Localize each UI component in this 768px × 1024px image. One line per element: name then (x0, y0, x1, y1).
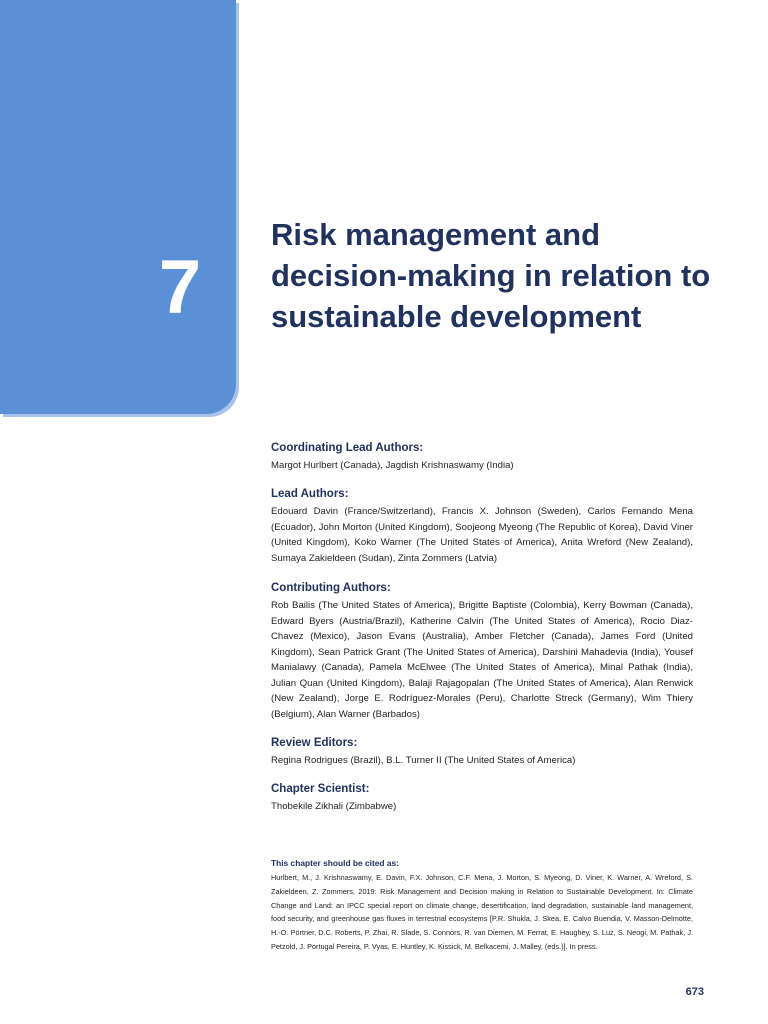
chapter-scientist-heading: Chapter Scientist: (271, 783, 370, 795)
chapter-tab (0, 0, 236, 414)
citation-text: Hurlbert, M., J. Krishnaswamy, E. Davin, F.X. Johnson, C.F. Mena, J. Morton, S. Myeong, D. Viner, K. Warner, A. Wreford, S. Zakieldeen, Z. Zommers, 2019: Risk Management and Decision making in Relation to Sustainable Development. In: Climate Change and Land: an IPCC special report on climate change, desertification, land degradation, sustainable land management, food security, and greenhouse gas fluxes in terrestrial ecosystems [P.R. Shukla, J. Skea, E. Calvo Buendia, V. Masson-Delmotte, H.-O. Pörtner, D.C. Roberts, P. Zhai, R. Slade, S. Connors, R. van Diemen, M. Ferrat, E. Haughey, S. Luz, S. Neogi, M. Pathak, J. Petzold, J. Portugal Pereira, P. Vyas, E. Huntley, K. Kissick, M. Belkacemi, J. Malley, (eds.)]. In press. (271, 873, 693, 951)
coordinating-lead-authors-heading: Coordinating Lead Authors: (271, 442, 424, 454)
review-editors-heading: Review Editors: (271, 737, 358, 749)
contributing-authors-list: Rob Bailis (The United States of America), Brigitte Baptiste (Colombia), Kerry Bowman (Canada), Edward Byers (Austria/Brazil), Katherine Calvin (The United States of America), Rocio Diaz-Chavez (Mexico), Jason Evans (Australia), Amber Fletcher (Canada), James Ford (United Kingdom), Sean Patrick Grant (The United States of America), Darshini Mahadevia (India), Yousef Manialawy (Canada), Pamela McElwee (The United States of America), Minal Pathak (India), Julian Quan (United Kingdom), Balaji Rajagopalan (The United States of America), Alan Renwick (New Zealand), Jorge E. Rodríguez-Morales (Peru), Charlotte Streck (Germany), Wim Thiery (Belgium), Alan Warner (Barbados) (271, 600, 693, 720)
citation-block (271, 857, 693, 954)
review-editors-section (271, 736, 693, 769)
lead-authors-list: Edouard Davin (France/Switzerland), Francis X. Johnson (Sweden), Carlos Fernando Mena (Ecuador), John Morton (United Kingdom), Soojeong Myeong (The Republic of Korea), David Viner (United Kingdom), Koko Warner (The United States of America), Anita Wreford (New Zealand), Sumaya Zakieldeen (Sudan), Zinta Zommers (Latvia) (271, 506, 693, 564)
contributing-authors-heading: Contributing Authors: (271, 582, 391, 594)
lead-authors-heading: Lead Authors: (271, 488, 349, 500)
coordinating-lead-authors-list: Margot Hurlbert (Canada), Jagdish Krishnaswamy (India) (271, 460, 514, 471)
citation-heading: This chapter should be cited as: (271, 858, 399, 868)
chapter-scientist-name: Thobekile Zikhali (Zimbabwe) (271, 801, 397, 812)
coordinating-lead-authors-section (271, 441, 693, 474)
page-number: 673 (685, 986, 704, 998)
contributing-authors-section (271, 581, 693, 722)
chapter-title: Risk management and decision-making in relation to sustainable development (271, 217, 711, 334)
chapter-scientist-section (271, 782, 693, 815)
chapter-number: 7 (158, 245, 202, 330)
lead-authors-section (271, 487, 693, 566)
review-editors-list: Regina Rodrigues (Brazil), B.L. Turner II (The United States of America) (271, 755, 576, 766)
